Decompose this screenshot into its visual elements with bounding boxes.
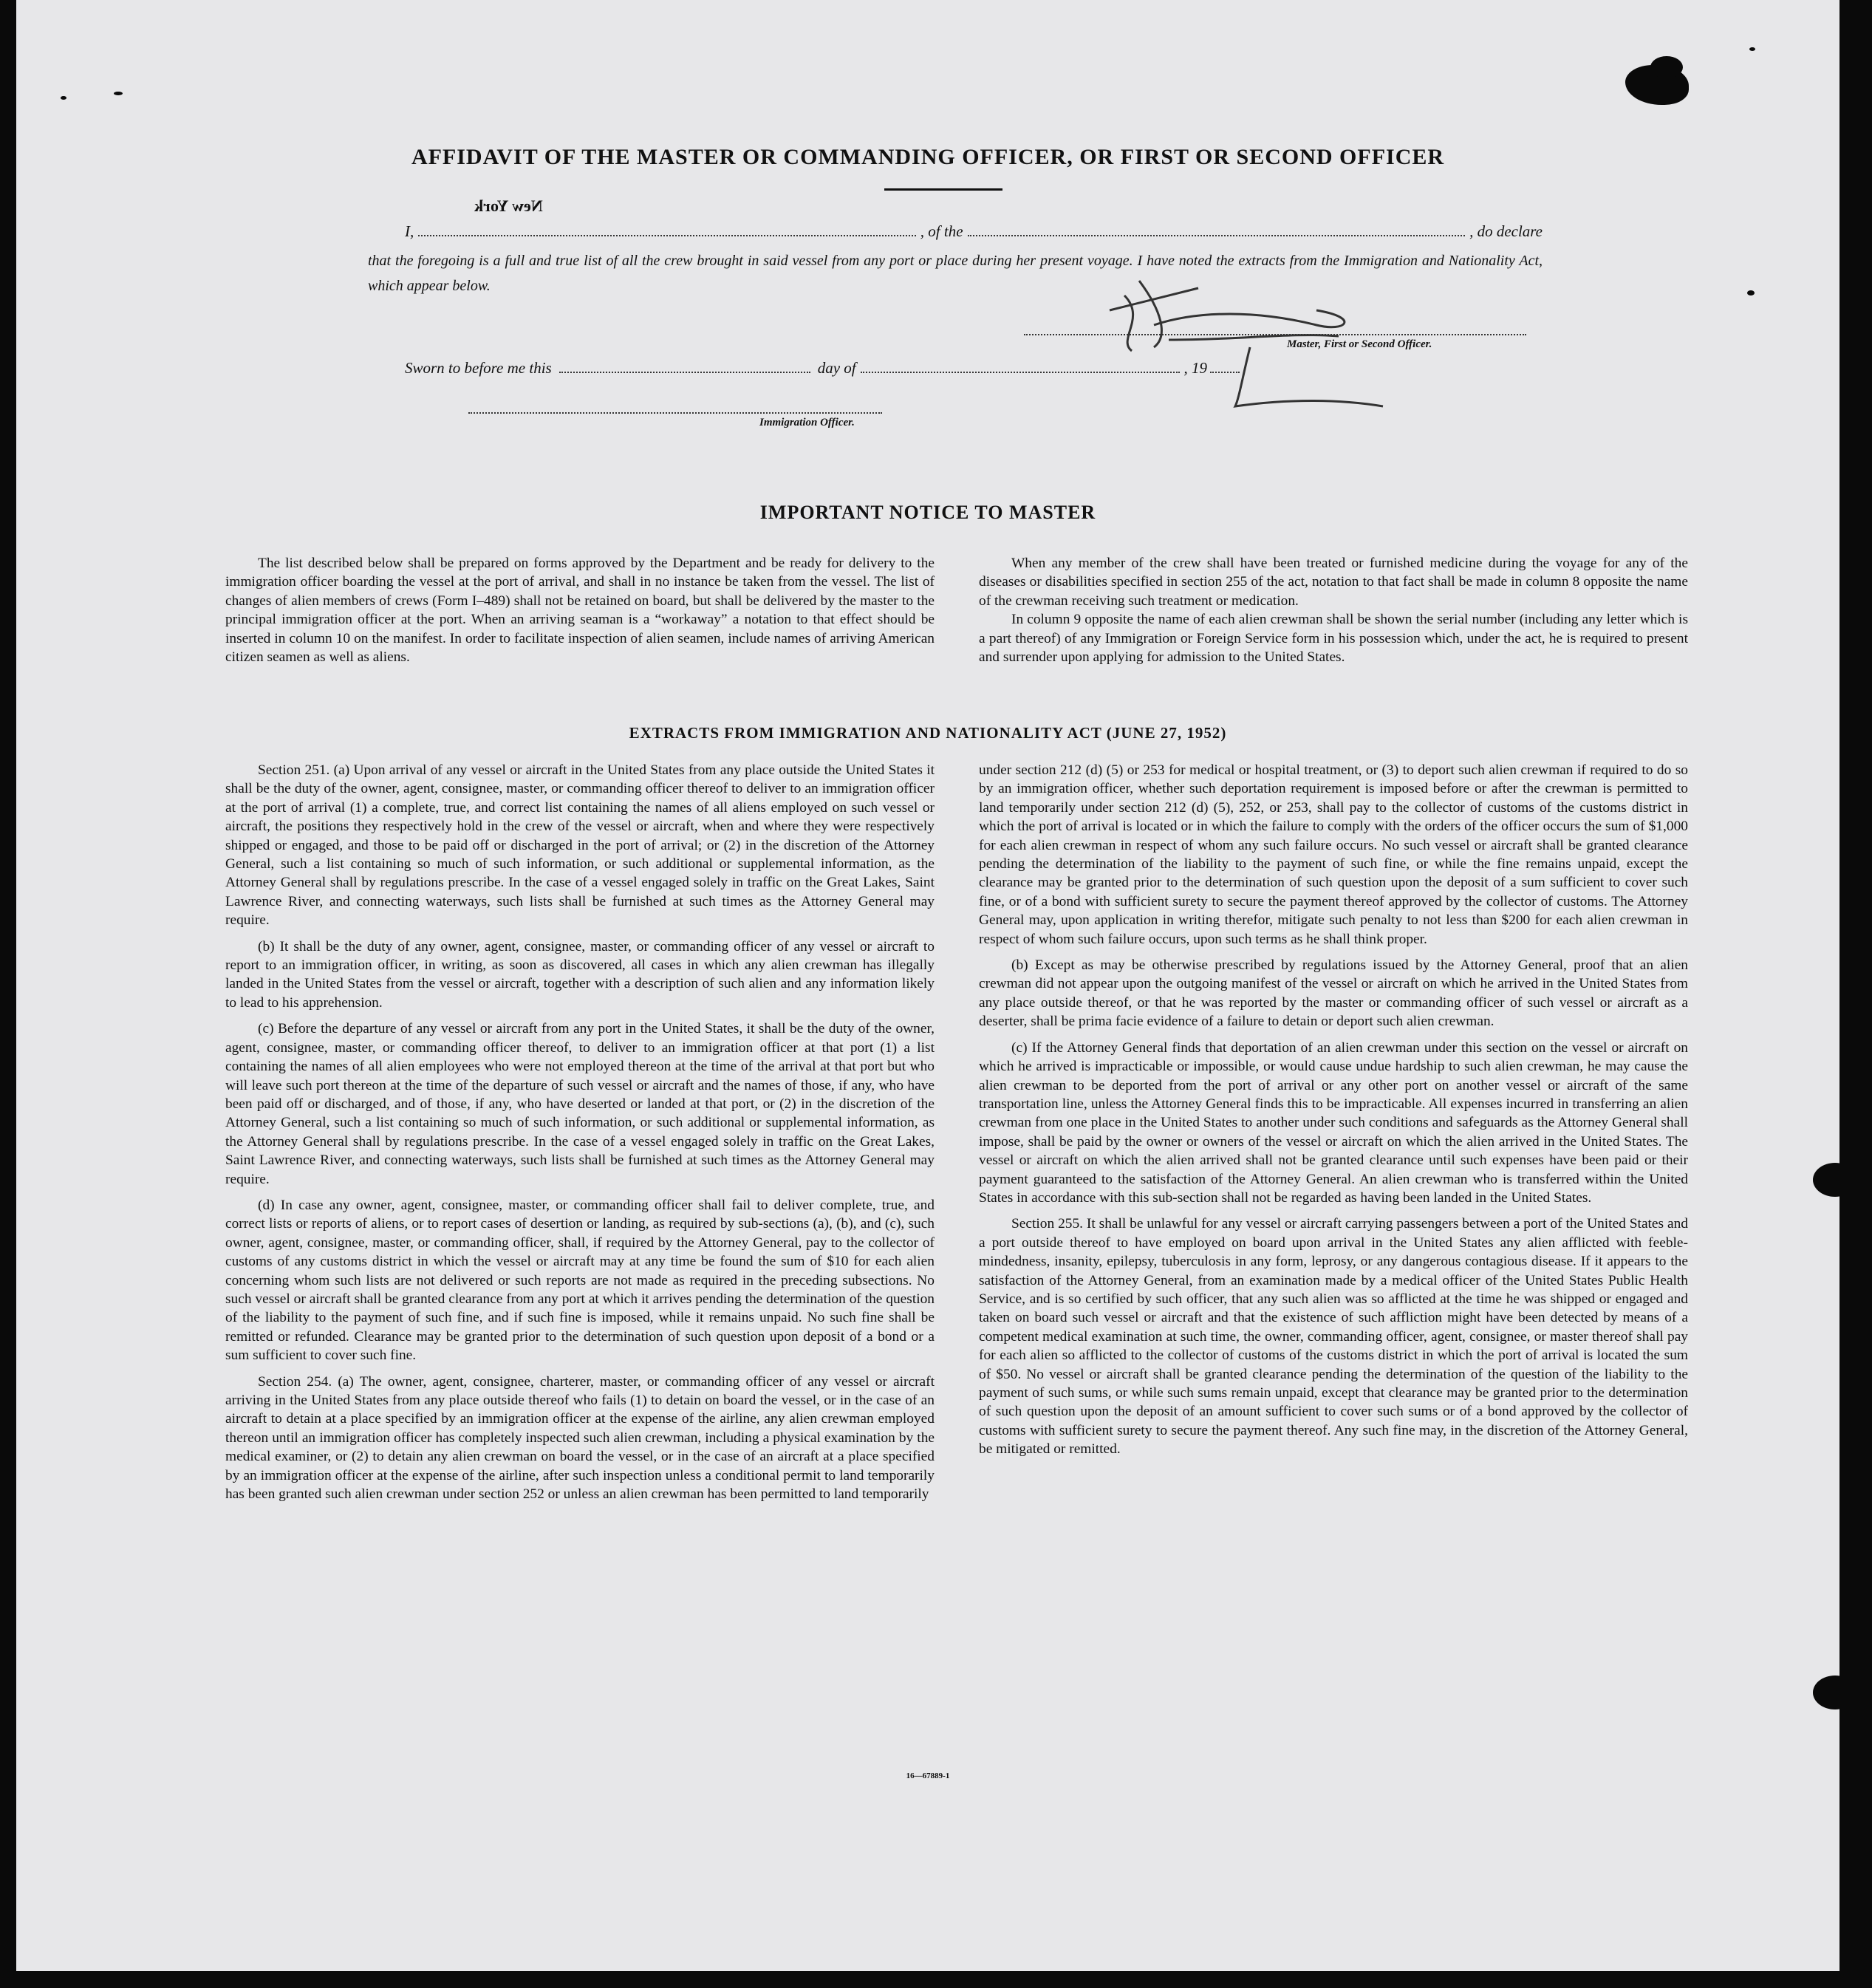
officer-label: Immigration Officer. xyxy=(759,417,855,428)
declare-line xyxy=(405,222,1543,241)
section-251a: Section 251. (a) Upon arrival of any vessel or aircraft in the United States from any place outside the United States it shall be the duty of the owner, agent, consignee, master, or commanding officer thereof to deliver to an immigration officer at the port of arrival (1) a complete, true, and correct list containing the names of all aliens employed on such vessel or aircraft, the positions they respectively hold in the crew of the vessel or aircraft, when and where they were respectively shipped or engaged, and those to be paid off or discharged in the port of arrival; or (2) in the discretion of the Attorney General, such a list containing so much of such information, or such additional or supplemental information, as the Attorney General shall by regulations prescribe. In the case of a vessel engaged solely in traffic on the Great Lakes, Saint Lawrence River, and connecting waterways, such lists shall be furnished at such times as the Attorney General may require. xyxy=(225,762,935,929)
name-field[interactable] xyxy=(418,222,916,236)
extracts-left-column xyxy=(225,761,935,1503)
extracts-heading: EXTRACTS FROM IMMIGRATION AND NATIONALITY ACT (JUNE 27, 1952) xyxy=(629,724,1227,742)
section-254a-continued: under section 212 (d) (5) or 253 for medical or hospital treatment, or (3) to deport such alien crewman if required to do so by an immigration officer, whether such deportation requirement is imposed before or after the crewman is permitted to land temporarily under section 212 (d) (5), 252, or 253, shall pay to the collector of customs of the customs district in which the port of arrival is located or in which the failure to comply with the orders of the officer occurs the sum of $1,000 for each alien crewman in respect of whom any such failure occurs. No such vessel or aircraft shall be granted clearance pending the determination of the liability to the payment of such fine, or while the fine remains unpaid, except the clearance may be granted prior to the determination of such question upon the deposit of a sum sufficient to cover such fine, or of a bond with sufficient surety to secure the payment thereof approved by the collector of customs. The Attorney General may, upon application in writing therefor, mitigate such penalty to not less than $200 for each alien crewman in respect of whom such failure occurs, upon such terms as he shall think proper. xyxy=(979,762,1688,947)
affidavit-title: AFFIDAVIT OF THE MASTER OR COMMANDING OFFICER, OR FIRST OR SECOND OFFICER xyxy=(411,145,1445,169)
punch-hole xyxy=(1813,1163,1839,1197)
officer-signature-line[interactable] xyxy=(468,405,882,414)
year-label: , 19 xyxy=(1183,359,1207,377)
section-254a: Section 254. (a) The owner, agent, consignee, charterer, master, or commanding officer of any vessel or aircraft arriving in the United States from any place outside thereof who fails (1) to detain on board the vessel, or in the case of an aircraft to detain at a place specified by an immigration officer at the expense of the airline, any alien crewman employed thereon until an immigration officer has completely inspected such alien crewman, including a physical examination by the medical examiner, or (2) to detain any alien crewman on board the vessel, or in the case of an aircraft at a place specified by an immigration officer at the expense of the airline, after such inspection unless a conditional permit to land temporarily has been granted such alien crewman under section 252 or unless an alien crewman has been permitted to land temporarily xyxy=(225,1373,935,1503)
declaration-text: that the foregoing is a full and true list of all the crew brought in said vessel from any port or place during her present voyage. I have noted the extracts from the Immigration and Nationality Act, which appear below. xyxy=(368,253,1543,294)
day-of-label: day of xyxy=(817,359,856,377)
notice-paragraph: In column 9 opposite the name of each alien crewman shall be shown the serial number (including any letter which is a part thereof) of any Immigration or Foreign Service form in his possession which, under the act, he is required to present and surrender upon applying for admission to the United States. xyxy=(979,612,1688,666)
form-number: 16—67889-1 xyxy=(906,1772,950,1780)
speck xyxy=(61,96,66,100)
sworn-month-field[interactable] xyxy=(861,360,1180,373)
i-label: I, xyxy=(405,222,414,240)
sworn-label: Sworn to before me this xyxy=(405,359,552,377)
speck xyxy=(1749,47,1755,51)
of-the-label: , of the xyxy=(920,222,963,240)
signer-label: Master, First or Second Officer. xyxy=(1287,338,1432,350)
signature-line[interactable] xyxy=(1024,325,1526,335)
notice-paragraph: The list described below shall be prepared on forms approved by the Department and be ready for delivery to the immigration officer boarding the vessel at the port of arrival, and shall in no instance be taken from the vessel. The list of changes of alien members of crews (Form I–489) shall not be retained on board, but shall be delivered by the master to the principal immigration officer at the port. When an arriving seaman is a “workaway” a notation to that effect should be inserted in column 10 on the manifest. In order to facilitate inspection of alien seamen, include names of arriving American citizen seamen as well as aliens. xyxy=(225,556,935,666)
notice-heading: IMPORTANT NOTICE TO MASTER xyxy=(759,502,1096,523)
mirrored-stamp: New York xyxy=(474,197,543,215)
section-254c: (c) If the Attorney General finds that deportation of an alien crewman under this section on the vessel or aircraft on which he arrived is impracticable or impossible, or would cause undue hardship to such alien crewman, he may cause the alien crewman to be deported from the port of arrival or any other port on another vessel or aircraft of the same transportation line, unless the Attorney General finds this to be impracticable. All expenses incurred in transferring an alien crewman from one place in the United States to another under such conditions and safeguards as the Attorney General shall impose, shall be paid by the owner or owners of the vessel or aircraft on which the alien arrived in the United States. The vessel or aircraft on which the alien arrived shall not be granted clearance until such expenses have been paid or their payment guaranteed to the satisfaction of the Attorney General. An alien crewman who is transferred within the United States in accordance with this sub-section shall not be regarded as having been landed in the United States. xyxy=(979,1039,1688,1206)
ink-blot xyxy=(1650,56,1683,78)
section-255: Section 255. It shall be unlawful for any vessel or aircraft carrying passengers between a port of the United States and a port outside thereof to have employed on board upon arrival in the United States any alien afflicted with feeble-mindedness, insanity, epilepsy, tuberculosis in any form, leprosy, or any dangerous contagious disease. If it appears to the satisfaction of the Attorney General, from an examination made by a medical officer of the United States Public Health Service, and is so certified by such officer, that any such alien was so afflicted at the time he was shipped or engaged and taken on board such vessel or aircraft and that the existence of such affliction might have been detected by means of a competent medical examination at such time, the owner, commanding officer, agent, consignee, or master thereof shall pay for each alien so afflicted to the collector of customs of the customs district in which the port of arrival is located the sum of $50. No vessel or aircraft shall be granted clearance pending the determination of the question of the liability to the payment of such sums, or while such sums remain unpaid, except that clearance may be granted prior to the determination of such question upon the deposit of an amount sufficient to cover such sums or of a bond approved by the collector of customs with sufficient surety to secure the payment thereof. Any such fine may, in the discretion of the Attorney General, be mitigated or remitted. xyxy=(979,1216,1688,1458)
section-251d: (d) In case any owner, agent, consignee, master, or commanding officer shall fail to deliver complete, true, and correct lists or reports of aliens, or to report cases of desertion or landing, as required by sub-sections (a), (b), and (c), such owner, agent, consignee, master, or commanding officer, shall, if required by the Attorney General, pay to the collector of customs of any customs district in which the vessel or aircraft may at any time be found the sum of $10 for each alien concerning whom such lists are not delivered or such reports are not made as required in the preceding subsections. No such vessel or aircraft shall be granted clearance from any port at which it arrives pending the determination of the question of the liability to the payment of such fine, and if such fine is imposed, while it remains unpaid. No such fine shall be remitted or refunded. Clearance may be granted prior to the determination of such question upon deposit of a bond or a sum sufficient to cover such fine. xyxy=(225,1197,935,1364)
speck xyxy=(114,92,123,95)
do-declare-label: , do declare xyxy=(1469,222,1543,240)
notice-left-column xyxy=(225,554,935,666)
punch-hole xyxy=(1813,1676,1839,1709)
extracts-right-column xyxy=(979,761,1688,1459)
notice-paragraph: When any member of the crew shall have been treated or furnished medicine during the voyage for any of the diseases or disabilities specified in section 255 of the act, notation to that fact shall be made in column 8 opposite the name of the crewman receiving such treatment or medication. xyxy=(979,556,1688,609)
sworn-day-field[interactable] xyxy=(559,360,810,373)
speck xyxy=(1747,290,1755,296)
vessel-field[interactable] xyxy=(968,222,1466,236)
document-page xyxy=(16,0,1839,1971)
sworn-year-field[interactable] xyxy=(1210,360,1240,373)
section-254b: (b) Except as may be otherwise prescribed by regulations issued by the Attorney General, proof that an alien crewman did not appear upon the outgoing manifest of the vessel or aircraft on which he arrived in the United States from any place outside thereof, or that he was reported by the master or commanding officer of such vessel or aircraft as a deserter, shall be prima facie evidence of a failure to detain or deport such alien crewman. xyxy=(979,957,1688,1030)
section-251c: (c) Before the departure of any vessel or aircraft from any port in the United States, it shall be the duty of the owner, agent, consignee, master, or commanding officer thereof, to deliver to an immigration officer at that port (1) a list containing the names of all alien employees who were not employed thereon at the time of the arrival at that port but who will leave such port thereon at the time of the departure of such vessel or aircraft and the names of those, if any, who have been paid off or discharged, and of those, if any, who have deserted or landed at that port, or (2) in the discretion of the Attorney General, such a list containing so much of such information, or such additional or supplemental information, as the Attorney General shall by regulations prescribe. In the case of a vessel engaged solely in traffic on the Great Lakes, Saint Lawrence River, and connecting waterways, such lists shall be furnished at such times as the Attorney General may require. xyxy=(225,1021,935,1187)
sworn-line xyxy=(405,359,1240,378)
title-rule xyxy=(884,188,1002,191)
notice-right-column xyxy=(979,554,1688,666)
section-251b: (b) It shall be the duty of any owner, agent, consignee, master, or commanding officer of any vessel or aircraft to report to an immigration officer, in writing, as soon as discovered, all cases in which any alien crewman has illegally landed in the United States from the vessel or aircraft, together with a description of such alien and any information likely to lead to his apprehension. xyxy=(225,938,935,1011)
